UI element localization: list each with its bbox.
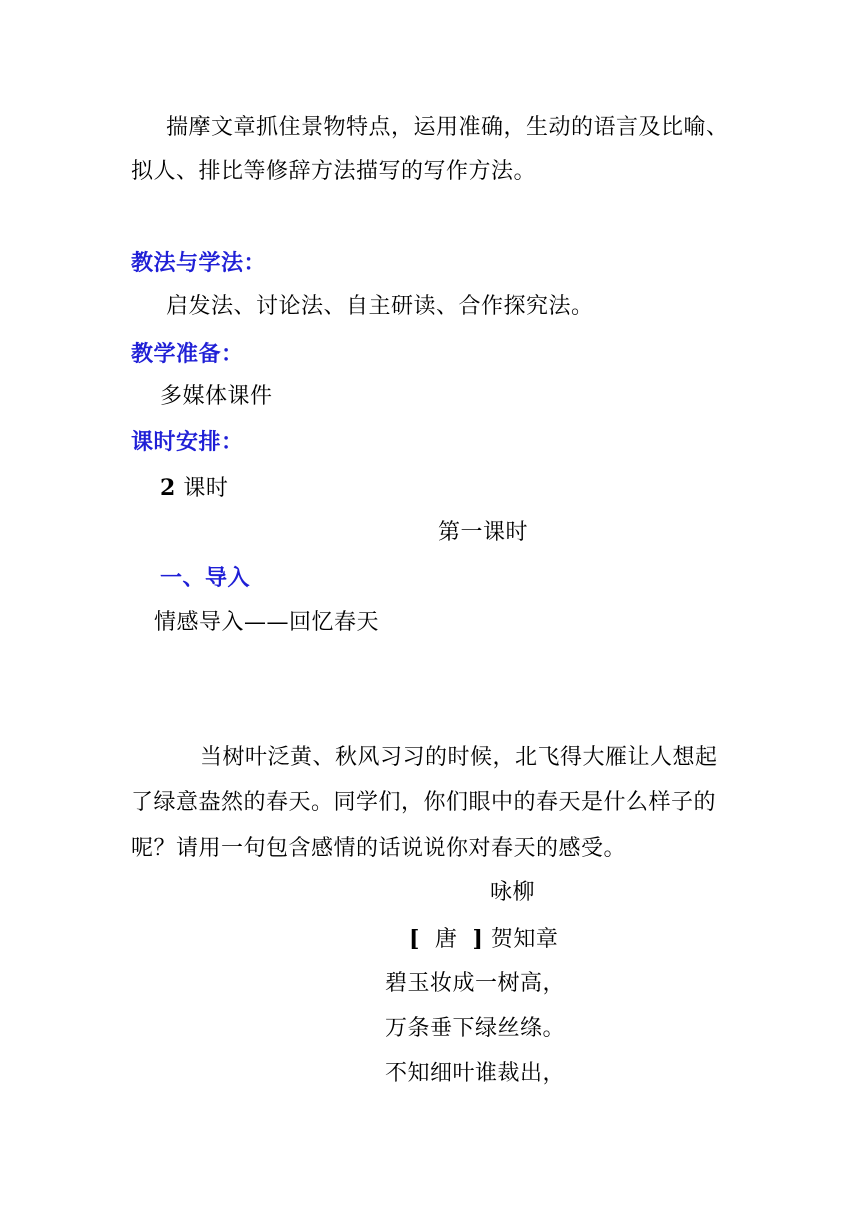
methods-text: 启发法、讨论法、自主研读、合作探究法。 [166, 294, 594, 319]
intro-text-line-2: 了绿意盎然的春天。同学们，你们眼中的春天是什么样子的 [131, 790, 717, 815]
schedule-number: 2 [160, 475, 176, 501]
poem-bracket-open: [ [409, 926, 420, 952]
section-1-subtitle: 情感导入——回忆春天 [154, 610, 380, 635]
preparation-text: 多媒体课件 [160, 384, 273, 409]
poem-line-1: 碧玉妆成一树高， [385, 971, 566, 996]
poem-title: 咏柳 [490, 880, 536, 905]
schedule-unit: 课时 [183, 476, 229, 501]
poem-author-line [409, 924, 558, 955]
intro-text-line-3: 呢？请用一句包含感情的话说说你对春天的感受。 [131, 836, 627, 861]
preparation-heading: 教学准备： [131, 341, 244, 367]
poem-line-2: 万条垂下绿丝绦。 [385, 1016, 566, 1041]
methods-heading: 教法与学法： [131, 250, 267, 276]
poem-author: 贺知章 [490, 927, 559, 952]
lesson-title: 第一课时 [438, 520, 529, 545]
poem-line-3: 不知细叶谁裁出， [385, 1061, 566, 1086]
intro-text-line-1: 当树叶泛黄、秋风习习的时候，北飞得大雁让人想起 [200, 745, 718, 770]
section-1-heading: 一、导入 [160, 565, 251, 591]
schedule-heading: 课时安排： [131, 429, 244, 455]
intro-paragraph-line-2: 拟人、排比等修辞方法描写的写作方法。 [131, 159, 537, 184]
schedule-text [160, 473, 228, 504]
poem-bracket-close: ] [472, 926, 484, 952]
poem-dynasty: 唐 [434, 927, 458, 952]
intro-paragraph-line-1: 揣摩文章抓住景物特点，运用准确，生动的语言及比喻、 [166, 115, 729, 140]
